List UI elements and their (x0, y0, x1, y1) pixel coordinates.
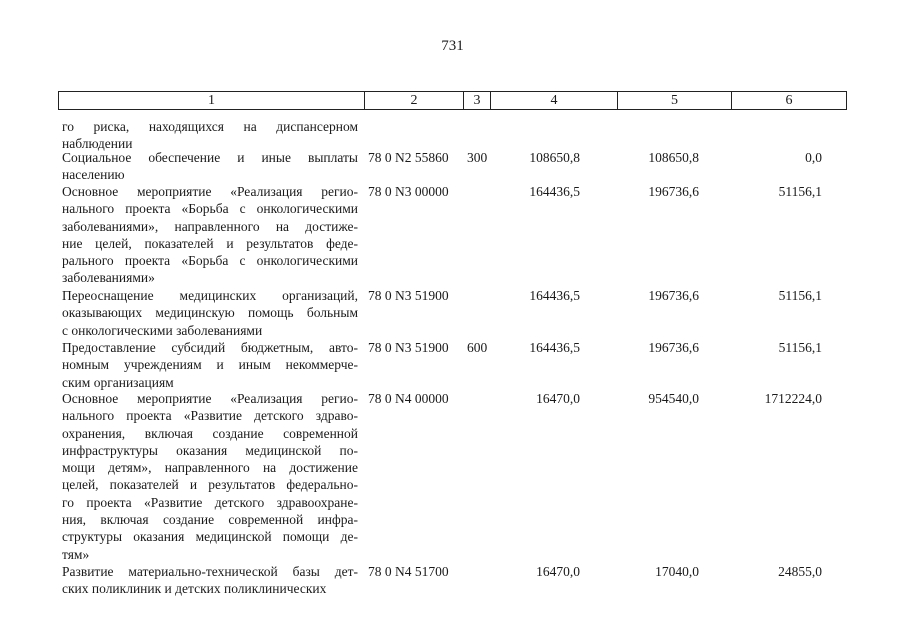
amount-col-5: 17040,0 (655, 564, 699, 579)
target-article-code: 78 0 N3 51900 (368, 288, 449, 303)
description-line: населению (62, 167, 125, 183)
description-line: заболеваниями», направленного на достиже- (62, 218, 358, 234)
header-col-6: 6 (785, 93, 793, 108)
description-line: нального проекта «Развитие детского здраво- (62, 408, 358, 424)
row-description (62, 390, 358, 563)
amount-col-4: 16470,0 (536, 564, 580, 579)
description-line: Социальное обеспечение и иные выплаты (62, 150, 358, 165)
header-col-4: 4 (491, 92, 618, 109)
description-line: структуры оказания медицинской помощи де- (62, 529, 358, 545)
target-article-code: 78 0 N4 51700 (368, 564, 449, 579)
target-article-code: 78 0 N2 55860 (368, 150, 449, 165)
amount-col-6: 24855,0 (778, 564, 822, 579)
description-line: мощи детям», направленного на достижение (62, 460, 358, 476)
row-description (62, 183, 358, 287)
description-line: го проекта «Развитие детского здравоохране- (62, 494, 358, 510)
description-line: Предоставление субсидий бюджетным, авто- (62, 340, 358, 355)
amount-col-6: 51156,1 (778, 184, 822, 199)
target-article-code: 78 0 N4 00000 (368, 391, 449, 406)
description-line: с онкологическими заболеваниями (62, 322, 263, 338)
description-line: Развитие материально-технической базы дет- (62, 564, 358, 579)
description-line: ния, включая создание современной инфра- (62, 512, 358, 528)
amount-col-5: 108650,8 (648, 150, 699, 165)
amount-col-6: 1712224,0 (764, 391, 822, 406)
row-description (62, 563, 358, 598)
header-col-1: 1 (59, 92, 365, 109)
amount-col-5: 196736,6 (648, 340, 699, 355)
header-col-2: 2 (365, 92, 464, 109)
target-article-code: 78 0 N3 51900 (368, 340, 449, 355)
expense-type-code: 300 (467, 150, 488, 165)
description-line: Основное мероприятие «Реализация регио- (62, 184, 358, 199)
amount-col-4: 164436,5 (529, 184, 580, 199)
row-description (62, 339, 358, 391)
amount-col-4: 108650,8 (529, 150, 580, 165)
description-line: ние целей, показателей и результатов феде- (62, 235, 358, 251)
description-line: номным учреждениям и иным некоммерче- (62, 357, 358, 373)
description-line: оказывающих медицинскую помощь больным (62, 305, 358, 321)
target-article-code: 78 0 N3 00000 (368, 184, 449, 199)
row-description (62, 287, 358, 339)
description-line: тям» (62, 546, 90, 562)
description-line: ских поликлиник и детских поликлинических (62, 581, 327, 597)
amount-col-5: 196736,6 (648, 288, 699, 303)
amount-col-5: 196736,6 (648, 184, 699, 199)
description-line: рального проекта «Борьба с онкологическими (62, 253, 358, 269)
page-number: 731 (441, 38, 464, 54)
description-line: нального проекта «Борьба с онкологическими (62, 201, 358, 217)
header-col-5: 5 (618, 92, 732, 109)
amount-col-4: 164436,5 (529, 340, 580, 355)
amount-col-6: 0,0 (805, 150, 822, 165)
description-line: го риска, находящихся на диспансерном (62, 119, 358, 134)
amount-col-4: 16470,0 (536, 391, 580, 406)
amount-col-6: 51156,1 (778, 288, 822, 303)
description-line: инфраструктуры оказания медицинской по- (62, 442, 358, 458)
header-col-3: 3 (464, 92, 491, 109)
description-line: целей, показателей и результатов федерально- (62, 477, 358, 493)
amount-col-4: 164436,5 (529, 288, 580, 303)
description-line: наблюдении (62, 136, 133, 152)
expense-type-code: 600 (467, 340, 488, 355)
row-description (62, 149, 358, 184)
table-header (58, 91, 847, 110)
description-line: Основное мероприятие «Реализация регио- (62, 391, 358, 406)
amount-col-6: 51156,1 (778, 340, 822, 355)
description-line: заболеваниями» (62, 270, 155, 286)
description-line: охранения, включая создание современной (62, 425, 358, 441)
description-line: Переоснащение медицинских организаций, (62, 288, 358, 303)
amount-col-5: 954540,0 (648, 391, 699, 406)
description-line: ским организациям (62, 374, 174, 390)
row-description (62, 118, 358, 153)
